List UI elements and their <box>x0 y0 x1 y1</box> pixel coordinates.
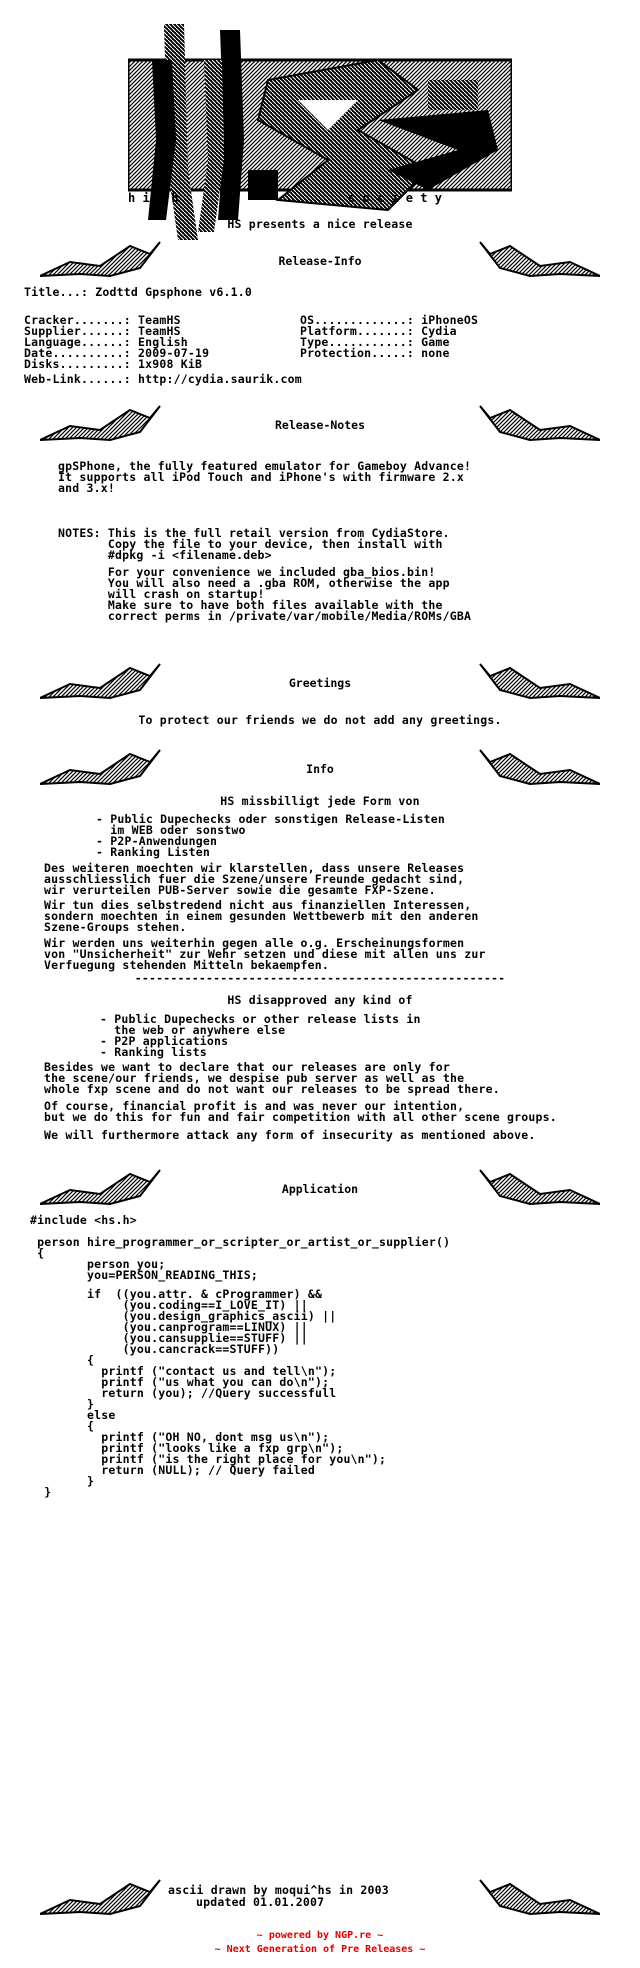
info-list-item: - P2P applications <box>100 1034 229 1048</box>
presents-line: HS presents a nice release <box>227 217 413 231</box>
notes-line: correct perms in /private/var/mobile/Media/ROMs/GBA <box>58 609 472 623</box>
code-line: #include <hs.h> <box>30 1213 137 1227</box>
code-line: printf ("looks like a fxp grp\n"); <box>30 1441 344 1455</box>
code-line: (you.cansupplie==STUFF) || <box>30 1331 308 1345</box>
section-header-release-info <box>40 232 600 292</box>
info-paragraph: We will furthermore attack any form of insecurity as mentioned above. <box>44 1128 536 1142</box>
powered-by: ~ powered by NGP.re ~ <box>256 1930 384 1941</box>
info-paragraph: Wir werden uns weiterhin gegen alle o.g. Erscheinungsformen <box>44 936 465 950</box>
code-line: } <box>30 1397 95 1411</box>
section-title: Release-Notes <box>274 418 365 432</box>
section-title: Greetings <box>288 676 352 690</box>
info-paragraph: Of course, financial profit is and was never our intention, <box>44 1099 465 1113</box>
divider: ---------------------------------------------------- <box>134 971 506 985</box>
info-paragraph: sondern moechten in einem gesunden Wettbewerb mit den anderen <box>44 909 479 923</box>
info-paragraph: Wir tun dies selbstredend nicht aus finanziellen Interessen, <box>44 898 472 912</box>
notes-line: It supports all iPod Touch and iPhone's with firmware 2.x <box>58 470 465 484</box>
credits-line: updated 01.01.2007 <box>196 1895 325 1909</box>
detail-language: Language......: English <box>24 335 188 349</box>
detail-platform: Platform.......: Cydia <box>300 324 457 338</box>
code-line: (you.canprogram==LINUX) || <box>30 1320 308 1334</box>
notes-line: For your convenience we included gba_bios.bin! <box>58 565 436 579</box>
weblink: Web-Link......: http://cydia.saurik.com <box>24 372 302 386</box>
info-list-item: - Ranking Listen <box>96 845 210 859</box>
info-paragraph: von "Unsicherheit" zur Wehr setzen und diese mit allen uns zur <box>44 947 486 961</box>
notes-line: gpSPhone, the fully featured emulator for Gameboy Advance! <box>58 459 472 473</box>
notes-line: Make sure to have both files available with the <box>58 598 443 612</box>
code-line: printf ("us what you can do\n"); <box>30 1375 330 1389</box>
code-line: { <box>30 1419 95 1433</box>
info-list-item: - Ranking lists <box>100 1045 207 1059</box>
greetings-text: To protect our friends we do not add any greetings. <box>138 713 502 727</box>
notes-line: NOTES: This is the full retail version from CydiaStore. <box>58 526 450 540</box>
info-heading: HS disapproved any kind of <box>227 993 413 1007</box>
code-line: person you; <box>30 1257 166 1271</box>
info-paragraph: Des weiteren moechten wir klarstellen, dass unsere Releases <box>44 861 465 875</box>
detail-disks: Disks.........: 1x908 KiB <box>24 357 203 371</box>
release-title: Title...: Zodttd Gpsphone v6.1.0 <box>24 285 252 299</box>
notes-line: #dpkg -i <filename.deb> <box>58 548 272 562</box>
detail-type: Type...........: Game <box>300 335 450 349</box>
info-paragraph: wir verurteilen PUB-Server sowie die gesamte FXP-Szene. <box>44 883 436 897</box>
info-list-item: - P2P-Anwendungen <box>96 834 218 848</box>
code-line: you=PERSON_READING_THIS; <box>30 1268 258 1282</box>
code-line: printf ("OH NO, dont msg us\n"); <box>30 1430 330 1444</box>
logo-word-high: h i g h <box>128 191 179 205</box>
notes-line: You will also need a .gba ROM, otherwise the app <box>58 576 450 590</box>
powered-tagline: ~ Next Generation of Pre Releases ~ <box>214 1944 426 1955</box>
logo-word-society: s o c i e t y <box>348 191 442 205</box>
section-title: Application <box>281 1182 359 1196</box>
info-paragraph: Besides we want to declare that our releases are only for <box>44 1060 451 1074</box>
code-line: { <box>30 1246 45 1260</box>
code-line: { <box>30 1353 95 1367</box>
info-list-item: - Public Dupechecks oder sonstigen Release-Listen <box>96 812 446 826</box>
detail-os: OS.............: iPhoneOS <box>300 313 479 327</box>
code-line: return (you); //Query successfull <box>30 1386 337 1400</box>
code-line: else <box>30 1408 116 1422</box>
info-paragraph: Szene-Groups stehen. <box>44 920 187 934</box>
detail-date: Date..........: 2009-07-19 <box>24 346 210 360</box>
code-line: person hire_programmer_or_scripter_or_artist_or_supplier() <box>30 1235 451 1249</box>
detail-cracker: Cracker.......: TeamHS <box>24 313 181 327</box>
info-paragraph: the scene/our friends, we despise pub server as well as the <box>44 1071 465 1085</box>
code-line: printf ("is the right place for you\n"); <box>30 1452 387 1466</box>
code-line: (you.cancrack==STUFF)) <box>30 1342 280 1356</box>
code-line: return (NULL); // Query failed <box>30 1463 315 1477</box>
info-paragraph: ausschliesslich fuer die Szene/unsere Freunde gedacht sind, <box>44 872 465 886</box>
info-list-item: the web or anywhere else <box>100 1023 286 1037</box>
code-line: if ((you.attr. & cProgrammer) && <box>30 1287 323 1301</box>
credits-line: ascii drawn by moqui^hs in 2003 <box>168 1883 389 1897</box>
code-line: printf ("contact us and tell\n"); <box>30 1364 337 1378</box>
info-heading: HS missbilligt jede Form von <box>220 794 420 808</box>
info-paragraph: Verfuegung stehenden Mitteln bekaempfen. <box>44 958 329 972</box>
detail-supplier: Supplier......: TeamHS <box>24 324 181 338</box>
info-paragraph: but we do this for fun and fair competition with all other scene groups. <box>44 1110 557 1124</box>
code-line: } <box>30 1485 52 1499</box>
info-list-item: im WEB oder sonstwo <box>96 823 246 837</box>
code-line: } <box>30 1474 95 1488</box>
notes-line: Copy the file to your device, then install with <box>58 537 443 551</box>
section-header-info <box>40 740 600 800</box>
section-header-release-notes <box>40 396 600 456</box>
info-list-item: - Public Dupechecks or other release lists in <box>100 1012 421 1026</box>
info-paragraph: whole fxp scene and do not want our releases to be spread there. <box>44 1082 500 1096</box>
section-header-application <box>40 1160 600 1220</box>
section-title: Release-Info <box>278 254 362 268</box>
section-title: Info <box>306 762 334 776</box>
notes-line: will crash on startup! <box>58 587 265 601</box>
code-line: (you.design_graphics_ascii) || <box>30 1309 337 1323</box>
detail-protection: Protection.....: none <box>300 346 450 360</box>
code-line: (you.coding==I_LOVE_IT) || <box>30 1298 308 1312</box>
section-header-greetings <box>40 654 600 714</box>
notes-line: and 3.x! <box>58 481 115 495</box>
